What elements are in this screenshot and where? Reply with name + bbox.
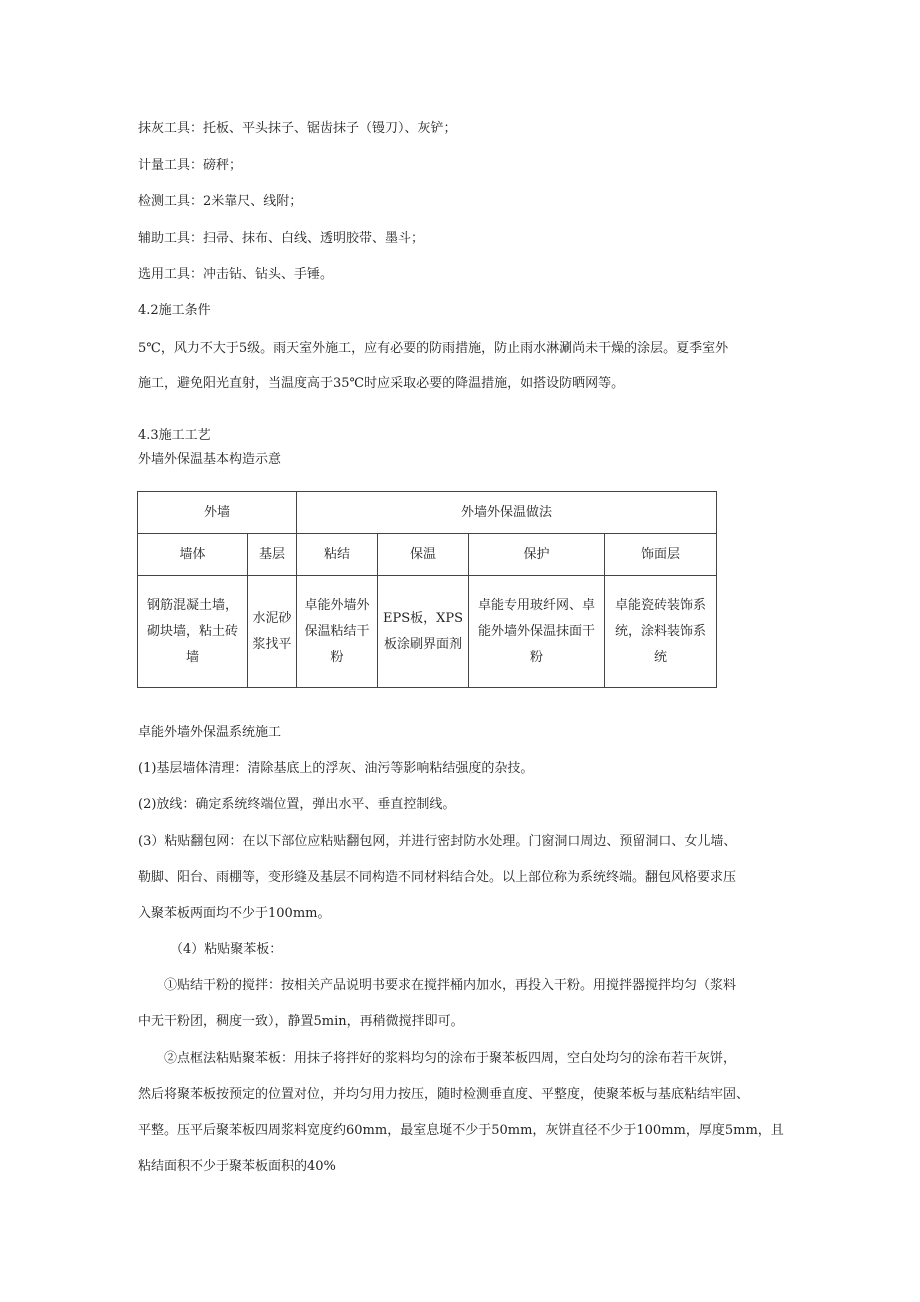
table-caption: 外墙外保温基本构造示意	[138, 452, 282, 467]
sub-step-1-line2: 中无干粉团，稠度一致），静置5min，再稍微搅拌即可。	[138, 1014, 464, 1029]
section-heading-4-3: 4.3施工工艺	[138, 428, 211, 443]
cell-line: 统，涂料装饰系	[614, 623, 706, 639]
column-header-bonding: 粘结	[297, 534, 378, 576]
group-header-wall: 外墙	[138, 492, 297, 534]
system-title: 卓能外墙外保温系统施工	[138, 725, 282, 740]
section-heading-4-2: 4.2施工条件	[138, 303, 211, 318]
column-header-protection: 保护	[469, 534, 605, 576]
cell-line: 砌块墙，粘土砖	[146, 623, 238, 639]
step-2: (2)放线：确定系统终端位置，弹出水平、垂直控制线。	[138, 797, 456, 812]
paragraph-conditions-line1: 5℃，风力不大于5级。雨天室外施工，应有必要的防雨措施，防止雨水淋涮尚未干燥的涂层。夏季室外	[138, 341, 729, 356]
sub-step-2-line3: 平整。压平后聚苯板四周浆料宽度约60mm，最室息埏不少于50mm，灰饼直径不少于100mm，厚度5mm，且	[138, 1123, 784, 1138]
cell-line: 水泥砂	[252, 610, 292, 626]
column-header-insulation: 保温	[378, 534, 469, 576]
cell-line: 卓能外墙外	[304, 597, 370, 613]
step-3-line1: (3）粘贴翻包网：在以下部位应粘贴翻包网，并进行密封防水处理。门窗洞口周边、预留洞口、女儿墙、	[138, 834, 737, 849]
cell-line: 粉	[330, 649, 344, 665]
step-4: （4）粘贴聚苯板：	[170, 942, 283, 957]
cell-base-layer	[248, 576, 297, 688]
cell-bonding	[297, 576, 378, 688]
paragraph-conditions-line2: 施工，避免阳光直射，当温度高于35℃时应采取必要的降温措施，如搭设防晒网等。	[138, 376, 625, 391]
cell-wall-body	[138, 576, 248, 688]
table-row	[138, 576, 717, 688]
cell-line: EPS板，XPS	[382, 610, 464, 626]
table-group-header-row	[138, 492, 717, 534]
cell-line: 板涂刷界面剂	[383, 636, 462, 652]
cell-insulation	[378, 576, 469, 688]
sub-step-2-line2: 然后将聚苯板按预定的位置对位，并均匀用力按压，随时检测垂直度、平整度，使聚苯板与基底粘结牢固、	[138, 1087, 750, 1102]
step-3-line2: 勒脚、阳台、雨棚等，变形缝及基层不同构造不同材料结合处。以上部位称为系统终端。翻包风格要求压	[138, 870, 737, 885]
tool-line-plaster: 抹灰工具：托板、平头抹子、锯齿抹子（镘刀）、灰铲；	[138, 121, 457, 136]
cell-line: 能外墙外保温抹面干	[477, 623, 595, 639]
cell-line: 卓能专用玻纤网、卓	[477, 597, 595, 613]
construction-table	[137, 491, 717, 688]
step-3-line3: 入聚苯板两面均不少于100mm。	[138, 906, 331, 921]
group-header-insulation-method: 外墙外保温做法	[297, 492, 717, 534]
cell-line: 钢筋混凝土墙，	[146, 597, 238, 613]
tool-line-inspect: 检测工具：2米靠尺、线附；	[138, 194, 303, 209]
cell-line: 墙	[185, 649, 199, 665]
tool-line-optional: 选用工具：冲击钻、钻头、手锤。	[138, 267, 334, 282]
cell-finish-layer	[605, 576, 717, 688]
column-header-base-layer: 基层	[248, 534, 297, 576]
step-1: (1)基层墙体清理：清除基底上的浮灰、油污等影响粘结强度的杂技。	[138, 761, 534, 776]
cell-line: 浆找平	[252, 636, 292, 652]
table-column-header-row	[138, 534, 717, 576]
tool-line-auxiliary: 辅助工具：扫帚、抹布、白线、透明胶带、墨斗；	[138, 231, 425, 246]
column-header-finish-layer: 饰面层	[605, 534, 717, 576]
sub-step-2-line4: 粘结面积不少于聚苯板面积的40%	[138, 1159, 336, 1174]
sub-step-1-line1: ①贴结干粉的搅拌：按相关产品说明书要求在搅拌桶内加水，再投入干粉。用搅拌器搅拌均匀（浆料	[164, 978, 737, 993]
cell-line: 卓能瓷砖装饰系	[614, 597, 706, 613]
cell-line: 保温粘结干	[304, 623, 370, 639]
cell-protection	[469, 576, 605, 688]
cell-line: 粉	[529, 649, 543, 665]
sub-step-2-line1: ②点框法粘贴聚苯板：用抹子将拌好的浆料均匀的涂布于聚苯板四周，空白处均匀的涂布若干灰饼，	[164, 1051, 737, 1066]
cell-line: 统	[653, 649, 667, 665]
tool-line-measure: 计量工具：磅秤；	[138, 158, 243, 173]
column-header-wall-body: 墙体	[138, 534, 248, 576]
